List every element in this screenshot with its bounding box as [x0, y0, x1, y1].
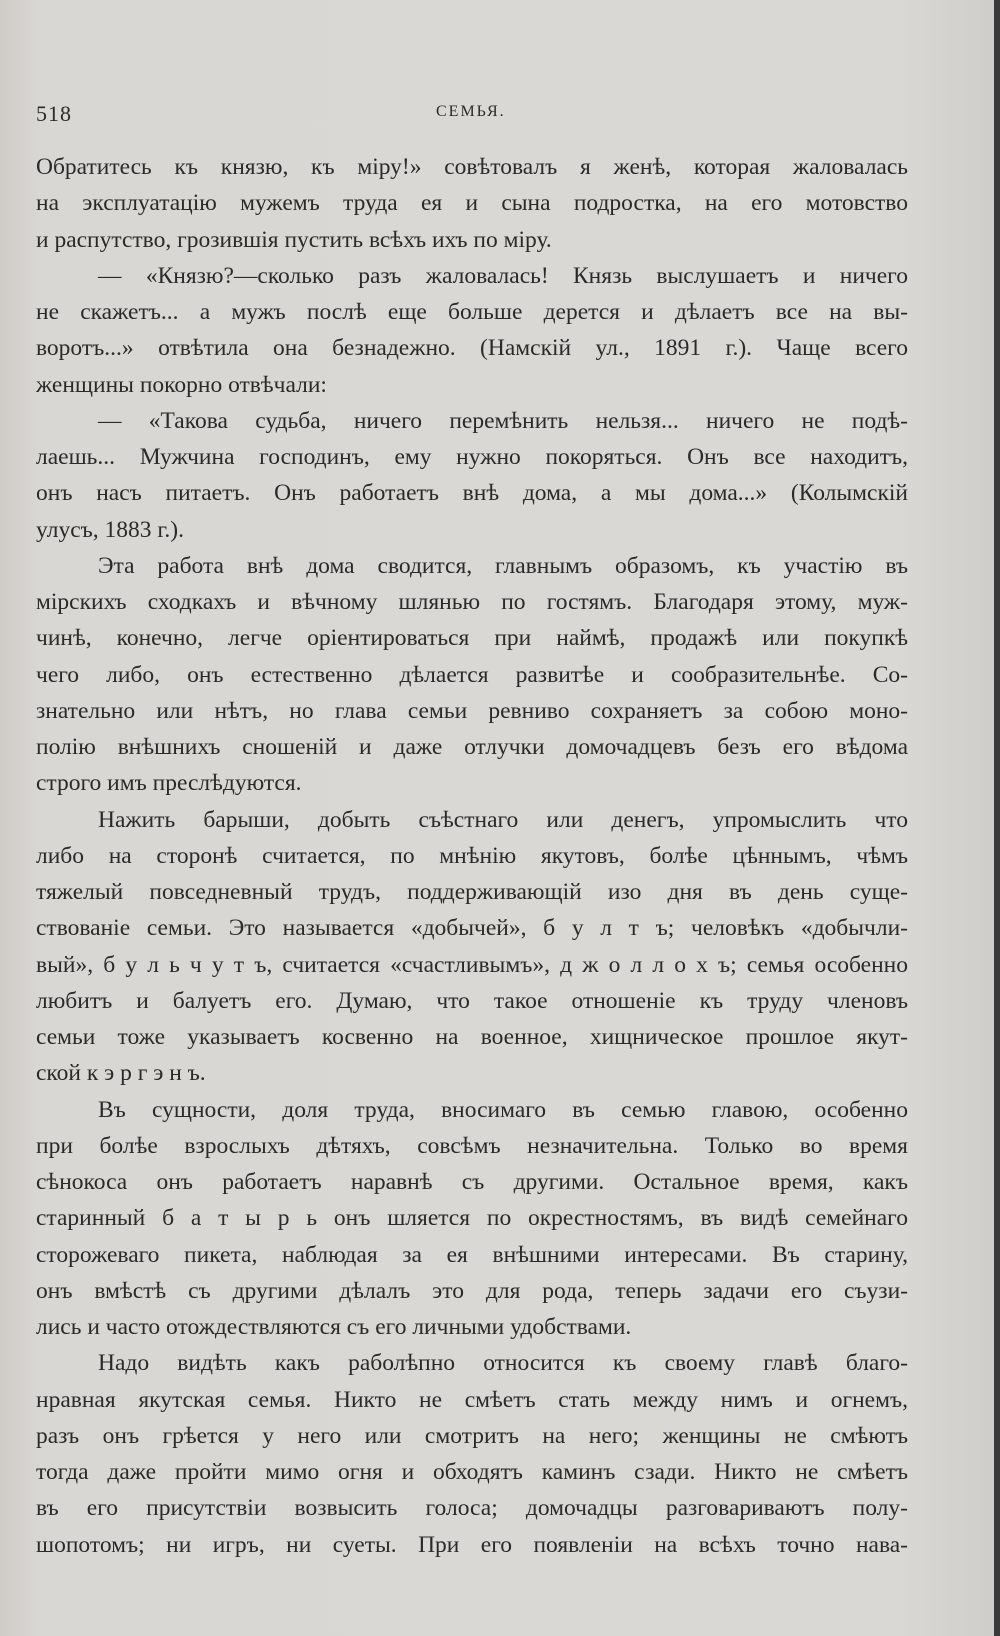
text-line: мірскихъ сходкахъ и вѣчному шлянью по гостямъ. Благодаря этому, муж-: [36, 589, 908, 615]
text-line: лаешь... Мужчина господинъ, ему нужно покоряться. Онъ все находитъ,: [36, 444, 908, 470]
page-header: [36, 101, 908, 131]
text-line: женщины покорно отвѣчали:: [36, 371, 327, 398]
text-line: старинный б а т ы р ь онъ шляется по окрестностямъ, въ видѣ семейнаго: [36, 1205, 908, 1232]
text-line: не скажетъ... а мужъ послѣ еще больше дерется и дѣлаетъ все на вы-: [36, 299, 908, 325]
text-line: лись и часто отождествляются съ его личными удобствами.: [36, 1314, 632, 1340]
text-line: ствованіе семьи. Это называется «добычей», б у л т ъ; человѣкъ «добычли-: [36, 915, 908, 942]
text-line: — «Такова судьба, ничего перемѣнить нельзя... ничего не подѣ-: [98, 407, 908, 434]
text-line: вый», б у л ь ч у т ъ, считается «счастливымъ», д ж о л л о х ъ; семья особенно: [36, 951, 908, 978]
text-line: тогда даже пройти мимо огня и обходятъ каминъ сзади. Никто не смѣетъ: [36, 1459, 908, 1485]
text-line: улусъ, 1883 г.).: [36, 516, 184, 543]
text-line: при болѣе взрослыхъ дѣтяхъ, совсѣмъ незначительна. Только во время: [36, 1132, 908, 1159]
text-line: онъ насъ питаетъ. Онъ работаетъ внѣ дома, а мы дома...» (Колымскій: [36, 480, 908, 507]
text-line: нравная якутская семья. Никто не смѣетъ стать между нимъ и огнемъ,: [36, 1386, 908, 1413]
text-line: тяжелый повседневный трудъ, поддерживающій изо дня въ день суще-: [36, 879, 908, 905]
text-line: чего либо, онъ естественно дѣлается развитѣе и сообразительнѣе. Со-: [36, 661, 908, 688]
text-line: строго имъ преслѣдуются.: [36, 770, 302, 797]
page-edge: [994, 0, 1000, 1636]
text-line: ской к э р г э н ъ.: [36, 1060, 206, 1087]
text-line: полію внѣшнихъ сношеній и даже отлучки домочадцевъ безъ его вѣдома: [36, 734, 908, 760]
text-line: воротъ...» отвѣтила она безнадежно. (Намскій ул., 1891 г.). Чаще всего: [36, 335, 908, 362]
page-number: 518: [36, 101, 72, 126]
text-line: либо на сторонѣ считается, по мнѣнію якутовъ, болѣе цѣннымъ, чѣмъ: [36, 842, 908, 869]
text-line: Надо видѣть какъ раболѣпно относится къ своему главѣ благо-: [98, 1350, 908, 1377]
running-title: СЕМЬЯ.: [436, 103, 506, 120]
text-line: онъ вмѣстѣ съ другими дѣлалъ это для рода, теперь задачи его съузи-: [36, 1277, 908, 1304]
text-line: сторожеваго пикета, наблюдая за ея внѣшними интересами. Въ старину,: [36, 1241, 908, 1268]
text-line: на эксплуатацію мужемъ труда ея и сына подростка, на его мотовство: [36, 190, 908, 217]
text-line: любитъ и балуетъ его. Думаю, что такое отношеніе къ труду членовъ: [36, 987, 908, 1014]
text-line: и распутство, грозившія пустить всѣхъ ихъ по міру.: [36, 226, 552, 253]
text-line: разъ онъ грѣется у него или смотритъ на него; женщины не смѣютъ: [36, 1422, 908, 1449]
text-line: въ его присутствіи возвысить голоса; домочадцы разговариваютъ полу-: [36, 1495, 908, 1522]
text-line: Эта работа внѣ дома сводится, главнымъ образомъ, къ участію въ: [98, 552, 908, 579]
text-line: Нажить барыши, добыть съѣстнаго или денегъ, упромыслить что: [98, 806, 908, 833]
text-line: Обратитесь къ князю, къ міру!» совѣтовалъ я женѣ, которая жаловалась: [36, 154, 908, 180]
text-line: семьи тоже указываетъ косвенно на военное, хищническое прошлое якут-: [36, 1024, 908, 1050]
text-line: Въ сущности, доля труда, вносимаго въ семью главою, особенно: [98, 1096, 908, 1123]
text-line: — «Князю?—сколько разъ жаловалась! Князь выслушаетъ и ничего: [98, 262, 908, 289]
text-line: знательно или нѣтъ, но глава семьи ревниво сохраняетъ за собою моно-: [36, 697, 908, 724]
body-text: [36, 149, 908, 1563]
text-line: шопотомъ; ни игръ, ни суеты. При его появленіи на всѣхъ точно нава-: [36, 1531, 908, 1558]
text-line: чинѣ, конечно, легче оріентироваться при наймѣ, продажѣ или покупкѣ: [36, 625, 908, 652]
text-line: сѣнокоса онъ работаетъ наравнѣ съ другими. Остальное время, какъ: [36, 1169, 908, 1195]
